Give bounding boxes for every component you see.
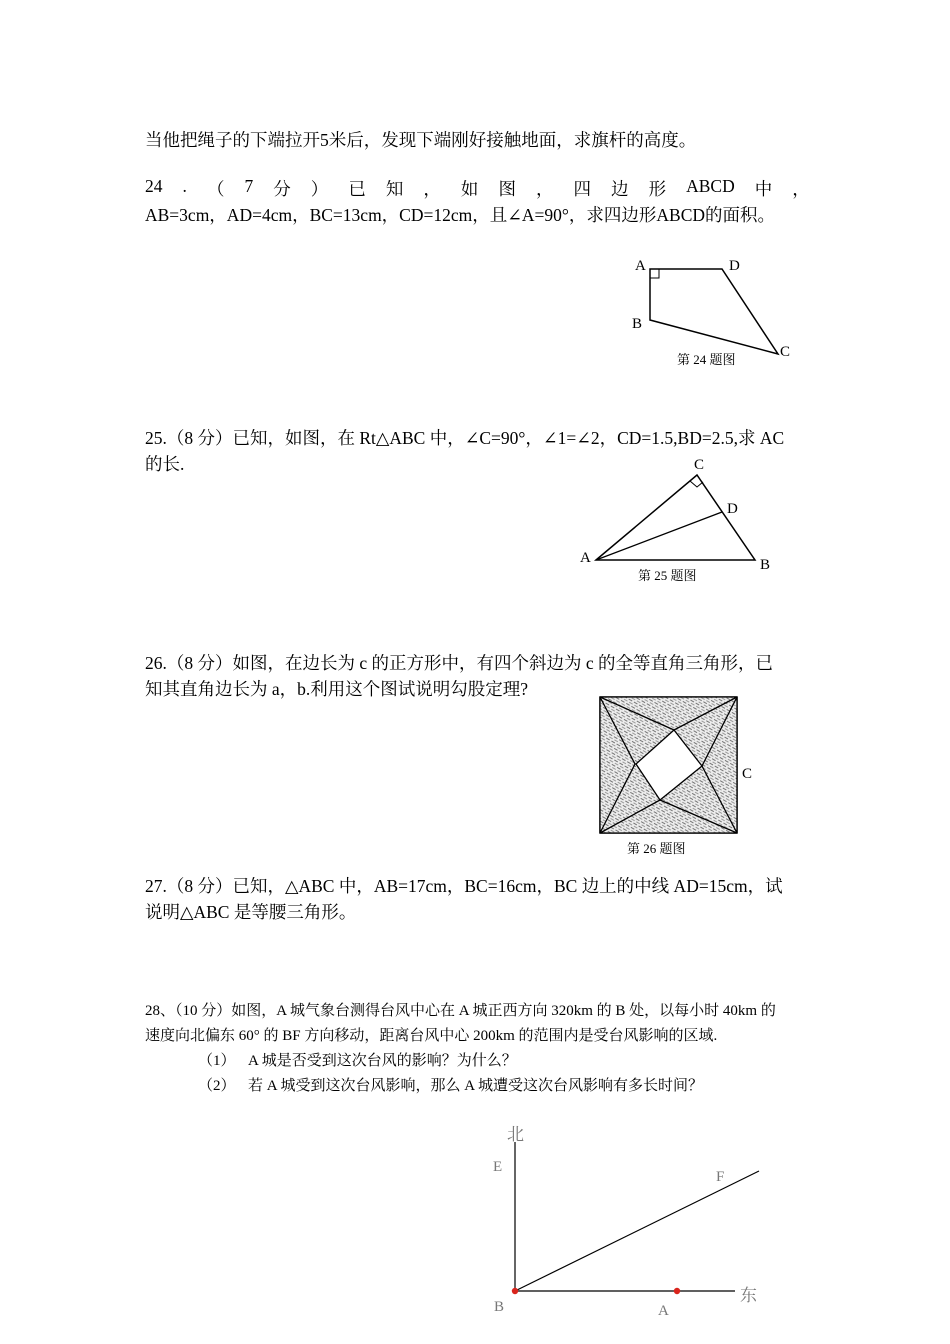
- q28-path-bf: [515, 1171, 759, 1291]
- q26-line1: 26.（8 分）如图，在边长为 c 的正方形中，有四个斜边为 c 的全等直角三角形，已: [145, 653, 774, 673]
- q26-line2: 知其直角边长为 a，b.利用这个图试说明勾股定理?: [145, 679, 529, 699]
- q26-caption: 第 26 题图: [627, 841, 686, 856]
- q24-line1-token: ABCD: [686, 176, 735, 196]
- q24-line1-token: 边: [611, 179, 629, 199]
- q24-label-a: A: [635, 258, 646, 274]
- q27-line2: 说明△ABC 是等腰三角形。: [145, 902, 357, 922]
- q28-sub1-number: （1）: [198, 1053, 236, 1069]
- q24-line1-token: 中: [754, 179, 773, 199]
- q28-sub2-number: （2）: [198, 1078, 236, 1094]
- q28-label-north: 北: [507, 1125, 524, 1144]
- q24-line1-token: 图: [498, 179, 516, 199]
- q28-label-f: F: [716, 1169, 725, 1185]
- q25-label-c: C: [694, 457, 705, 473]
- q28-label-a: A: [658, 1303, 669, 1319]
- q23-tail-text: 当他把绳子的下端拉开5米后，发现下端刚好接触地面，求旗杆的高度。: [145, 130, 697, 150]
- q25-caption: 第 25 题图: [638, 568, 697, 583]
- q25-label-d: D: [727, 501, 738, 517]
- q24-line1-token: 知: [385, 179, 404, 199]
- q24-label-c: C: [780, 344, 791, 360]
- q28-point-b: [512, 1288, 518, 1294]
- q25-label-a: A: [580, 550, 591, 566]
- q28-label-e: E: [493, 1159, 503, 1175]
- q24-line1-token: 24: [145, 176, 163, 196]
- q28-point-a: [674, 1288, 680, 1294]
- q25-line2: 的长.: [145, 454, 185, 474]
- q25-line1: 25.（8 分）已知，如图，在 Rt△ABC 中，∠C=90°，∠1=∠2，CD=1.5,BD=2.5,求 AC: [145, 428, 785, 448]
- q24-line2: AB=3cm，AD=4cm，BC=13cm，CD=12cm，且∠A=90°，求四边形ABCD的面积。: [145, 205, 776, 225]
- q24-label-b: B: [632, 316, 643, 332]
- q25-label-b: B: [760, 557, 771, 573]
- q24-line1-token: （: [206, 179, 225, 199]
- q27-line1: 27.（8 分）已知，△ABC 中，AB=17cm，BC=16cm，BC 边上的中线 AD=15cm，试: [145, 876, 783, 896]
- q24-line1-token: ，: [535, 179, 554, 199]
- q28-line1: 28、（10 分）如图，A 城气象台测得台风中心在 A 城正西方向 320km 的 B 处，以每小时 40km 的: [145, 1003, 776, 1019]
- q24-line1-token: 如: [460, 179, 479, 199]
- q24-line1-token: ）: [310, 179, 329, 199]
- q24-line1-token: 已: [348, 179, 366, 199]
- q28-label-east: 东: [740, 1286, 757, 1305]
- q24-line1-token: ，: [792, 179, 810, 199]
- q24-line1-token: 7: [244, 176, 254, 196]
- q28-sub1-text: A 城是否受到这次台风的影响？为什么？: [248, 1053, 517, 1069]
- q28-label-b: B: [494, 1299, 505, 1315]
- q24-line1-token: .: [182, 176, 187, 196]
- q26-side-label: C: [742, 766, 753, 782]
- q24-line1-token: 四: [573, 179, 591, 199]
- q28-sub2-text: 若 A 城受到这次台风影响，那么 A 城遭受这次台风影响有多长时间？: [248, 1078, 704, 1094]
- q24-line1-token: ，: [423, 179, 441, 199]
- q28-line2: 速度向北偏东 60° 的 BF 方向移动，距离台风中心 200km 的范围内是受台风影响的区域.: [145, 1028, 718, 1044]
- q24-line1-token: 形: [648, 179, 667, 199]
- q24-label-d: D: [729, 258, 740, 274]
- q24-caption: 第 24 题图: [677, 352, 736, 367]
- q24-line1-token: 分: [273, 179, 291, 199]
